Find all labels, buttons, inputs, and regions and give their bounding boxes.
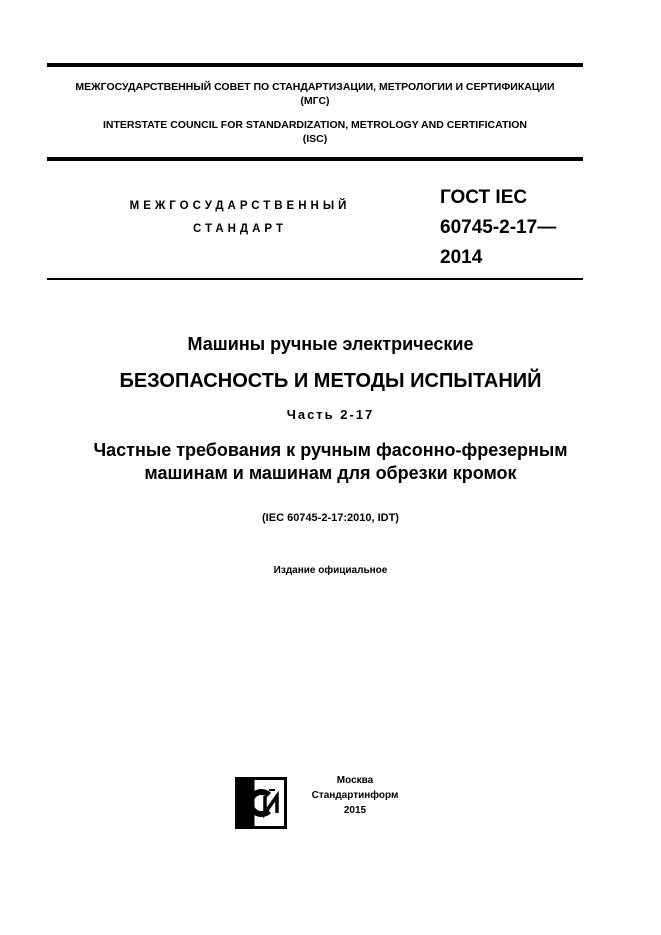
standard-kind-line1: МЕЖГОСУДАРСТВЕННЫЙ	[129, 200, 351, 212]
council-en-line1: INTERSTATE COUNCIL FOR STANDARDIZATION, METROLOGY AND CERTIFICATION	[102, 119, 528, 131]
bottom-rule	[47, 278, 583, 280]
publisher-city: Москва	[336, 775, 374, 786]
standartinform-logo-icon	[235, 777, 287, 829]
gost-designation	[440, 183, 590, 273]
top-rule	[47, 63, 583, 67]
council-ru-line2: (МГС)	[300, 95, 330, 107]
gost-line1: ГОСТ IEC	[440, 187, 528, 208]
council-ru-line1: МЕЖГОСУДАРСТВЕННЫЙ СОВЕТ ПО СТАНДАРТИЗАЦИИ, МЕТРОЛОГИИ И СЕРТИФИКАЦИИ	[75, 81, 555, 93]
subtitle-line1: Частные требования к ручным фасонно-фрезерным	[93, 440, 568, 460]
publisher-block	[300, 773, 410, 818]
iec-reference: (IEC 60745-2-17:2010, IDT)	[262, 512, 399, 524]
publisher-name: Стандартинформ	[311, 790, 399, 801]
gost-line3: 2014	[440, 247, 483, 268]
council-name-ru	[47, 80, 583, 108]
publisher-year: 2015	[343, 805, 367, 816]
middle-rule	[47, 157, 583, 161]
council-en-line2: (ISC)	[302, 133, 328, 145]
gost-line2: 60745-2-17—	[440, 217, 557, 238]
document-title-line2: БЕЗОПАСНОСТЬ И МЕТОДЫ ИСПЫТАНИЙ	[119, 370, 542, 392]
subtitle-line2: машинам и машинам для обрезки кромок	[144, 463, 517, 483]
council-name-en	[47, 118, 583, 146]
edition-note: Издание официальное	[273, 565, 388, 576]
standard-kind-line2: СТАНДАРТ	[193, 223, 287, 235]
document-subtitle	[0, 439, 661, 485]
document-title-line1: Машины ручные электрические	[187, 334, 474, 354]
document-part: Часть 2-17	[286, 407, 375, 422]
